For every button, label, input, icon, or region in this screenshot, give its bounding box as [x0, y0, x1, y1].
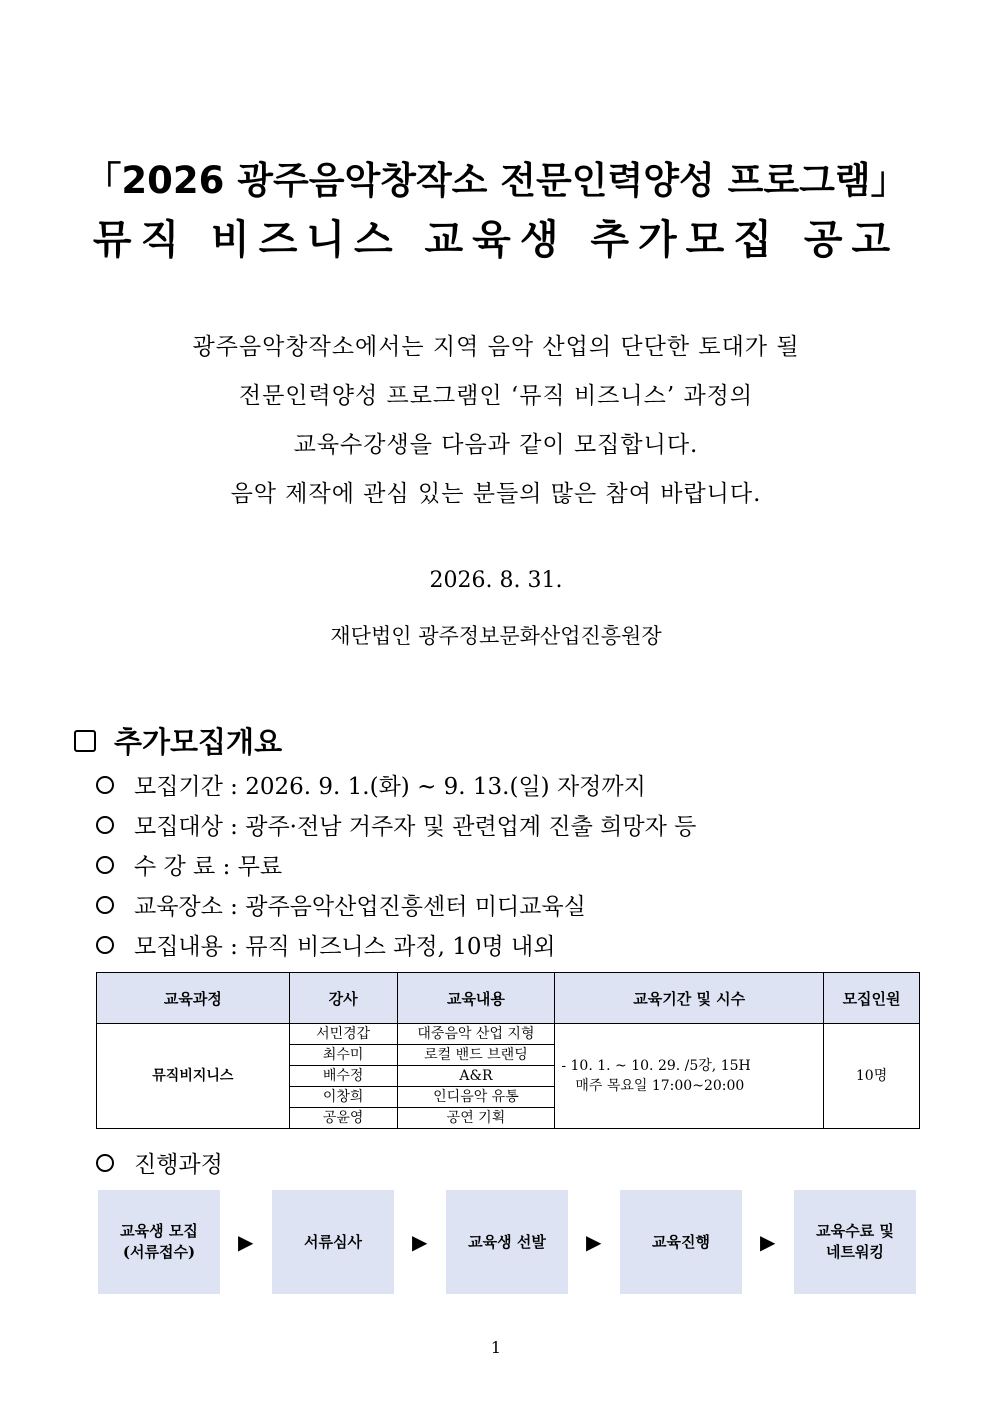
circle-bullet-icon: [96, 856, 114, 874]
process-step-line-1: 교육생 모집: [120, 1222, 198, 1240]
content-cell: 로컬 밴드 브랜딩: [397, 1045, 555, 1066]
circle-bullet-icon: [96, 816, 114, 834]
circle-bullet-icon: [96, 896, 114, 914]
period-cell: [555, 1024, 824, 1129]
table-header-cell: 모집인원: [824, 973, 920, 1024]
content-cell: 인디음악 유통: [397, 1087, 555, 1108]
table-header-cell: 교육과정: [97, 973, 290, 1024]
section-heading-text: 추가모집개요: [114, 725, 283, 759]
instructor-cell: 이창희: [289, 1087, 397, 1108]
process-step: [446, 1190, 568, 1294]
process-step: [98, 1190, 220, 1294]
table-header-cell: 교육기간 및 시수: [555, 973, 824, 1024]
square-bullet-icon: [74, 730, 96, 752]
arrow-right-icon: ▶: [412, 1230, 428, 1254]
overview-item: [96, 808, 696, 841]
overview-item: [96, 928, 555, 961]
arrow-right-icon: ▶: [760, 1230, 776, 1254]
overview-item-text: 수 강 료 : 무료: [134, 854, 283, 880]
period-line-2: 매주 목요일 17:00~20:00: [575, 1078, 745, 1094]
table-row: [97, 1024, 920, 1045]
process-step-line-1: 교육진행: [652, 1232, 710, 1251]
process-step: [620, 1190, 742, 1294]
overview-item-text: 모집내용 : 뮤직 비즈니스 과정, 10명 내외: [134, 934, 556, 960]
intro-line-1: 광주음악창작소에서는 지역 음악 산업의 단단한 토대가 될: [192, 334, 800, 360]
process-step-line-1: 서류심사: [304, 1232, 362, 1251]
overview-item-text: 모집대상 : 광주·전남 거주자 및 관련업계 진출 희망자 등: [134, 814, 697, 840]
overview-item: [96, 848, 282, 881]
notice-date: 2026. 8. 31.: [429, 568, 563, 593]
page-number: 1: [490, 1338, 502, 1357]
process-step-line-2: 네트워킹: [826, 1243, 884, 1261]
title-line-1: 「2026 광주음악창작소 전문인력양성 프로그램」: [84, 159, 908, 202]
title-line-2: 뮤직 비즈니스 교육생 추가모집 공고: [92, 217, 900, 263]
circle-bullet-icon: [96, 1154, 114, 1172]
process-label: [96, 1146, 223, 1179]
overview-item: [96, 888, 586, 921]
period-line-1: - 10. 1. ~ 10. 29. /5강, 15H: [561, 1058, 751, 1074]
overview-item: [96, 768, 646, 801]
process-step: [794, 1190, 916, 1294]
intro-line-3: 교육수강생을 다음과 같이 모집합니다.: [293, 432, 699, 458]
headcount-cell: 10명: [824, 1024, 920, 1129]
circle-bullet-icon: [96, 776, 114, 794]
intro-line-2: 전문인력양성 프로그램인 ‘뮤직 비즈니스’ 과정의: [238, 383, 754, 409]
process-step-line-2: (서류접수): [122, 1243, 196, 1261]
instructor-cell: 배수정: [289, 1066, 397, 1087]
overview-item-text: 교육장소 : 광주음악산업진흥센터 미디교육실: [134, 894, 586, 920]
content-cell: A&R: [397, 1066, 555, 1087]
circle-bullet-icon: [96, 936, 114, 954]
overview-item-text: 모집기간 : 2026. 9. 1.(화) ~ 9. 13.(일) 자정까지: [134, 774, 646, 800]
content-cell: 공연 기획: [397, 1108, 555, 1129]
recruitment-table: [96, 972, 920, 1129]
table-header-row: [97, 973, 920, 1024]
process-label-text: 진행과정: [134, 1152, 223, 1178]
process-step: [272, 1190, 394, 1294]
process-step-line-1: 교육생 선발: [468, 1232, 546, 1251]
instructor-cell: 최수미: [289, 1045, 397, 1066]
arrow-right-icon: ▶: [238, 1230, 254, 1254]
table-header-cell: 강사: [289, 973, 397, 1024]
arrow-right-icon: ▶: [586, 1230, 602, 1254]
table-header-cell: 교육내용: [397, 973, 555, 1024]
organization-name: 재단법인 광주정보문화산업진흥원장: [330, 624, 662, 648]
instructor-cell: 서민경갑: [289, 1024, 397, 1045]
content-cell: 대중음악 산업 지형: [397, 1024, 555, 1045]
instructor-cell: 공윤영: [289, 1108, 397, 1129]
process-step-line-1: 교육수료 및: [816, 1222, 894, 1240]
section-heading: [74, 720, 282, 761]
course-cell: 뮤직비지니스: [97, 1024, 290, 1129]
intro-line-4: 음악 제작에 관심 있는 분들의 많은 참여 바랍니다.: [230, 481, 762, 507]
